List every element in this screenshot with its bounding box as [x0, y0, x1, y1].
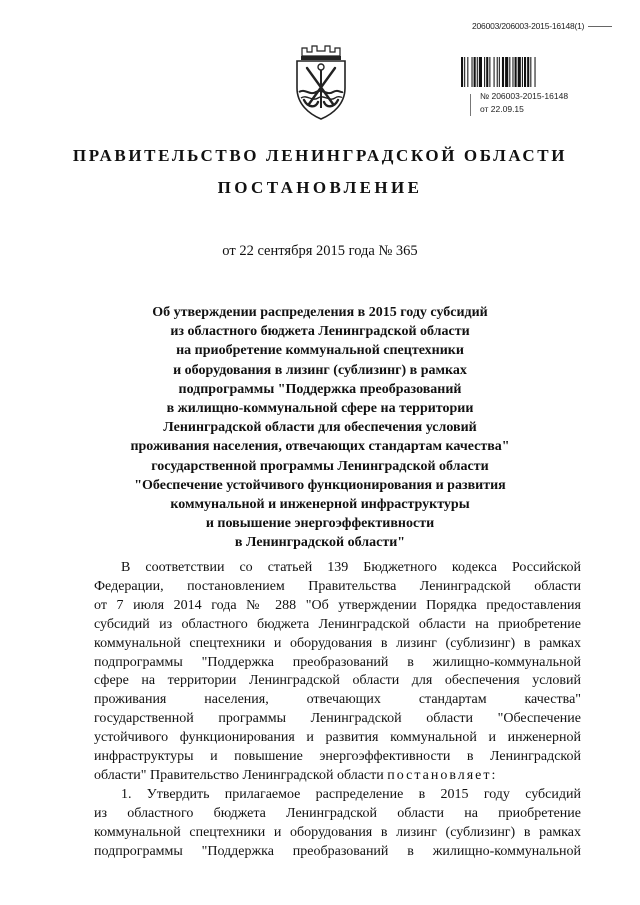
title-line: "Обеспечение устойчивого функционирования и развития: [134, 477, 506, 493]
barcode-bar: [484, 57, 485, 87]
barcode-bar: [518, 57, 521, 87]
body-line: государственной программы Ленинградской области "Обеспечение: [94, 711, 581, 727]
title-line: коммунальной и инженерной инфраструктуры: [170, 497, 470, 513]
barcode-bar: [535, 57, 536, 87]
body-line: от 7 июля 2014 года № 288 "Об утверждении Порядка предоставления: [94, 597, 581, 613]
title-line: Об утверждении распределения в 2015 году субсидий: [152, 305, 488, 320]
barcode-bar: [486, 57, 488, 87]
body-line: 1. Утвердить прилагаемое распределение в 2015 году субсидий: [121, 786, 581, 802]
body-line: подпрограммы "Поддержка преобразований в жилищно-коммунальной: [94, 654, 581, 670]
barcode-bar: [489, 57, 490, 87]
document-title: [100, 303, 540, 553]
barcode-bar: [461, 57, 463, 87]
body-line: субсидий из областного бюджета Ленинградской области на приобретение: [94, 616, 581, 632]
document-type: ПОСТАНОВЛЕНИЕ: [217, 178, 423, 197]
barcode-bar: [467, 57, 468, 87]
barcode-bar: [530, 57, 531, 87]
barcode-bar: [474, 57, 476, 87]
stamp-mark: [470, 94, 471, 116]
body-line: коммунальной спецтехники и оборудования в лизинг (сублизинг) в рамках: [94, 635, 581, 651]
barcode: [461, 57, 594, 87]
body-line: устойчивого функционирования и развития коммунальной и инженерной: [94, 730, 581, 746]
barcode-bar: [527, 57, 529, 87]
body-line: Федерации, постановлением Правительства Ленинградской области: [94, 578, 581, 594]
document-date-number: от 22 сентября 2015 года № 365: [222, 243, 418, 259]
barcode-bar: [522, 57, 523, 87]
underline: [588, 26, 612, 27]
barcode-graphic: [461, 57, 594, 87]
government-name: ПРАВИТЕЛЬСТВО ЛЕНИНГРАДСКОЙ ОБЛАСТИ: [72, 146, 568, 165]
barcode-bar: [524, 57, 526, 87]
body-line: коммунальной спецтехники и оборудования в лизинг (сублизинг) в рамках: [94, 824, 581, 840]
barcode-bar: [494, 57, 495, 87]
registration-code-line: [472, 21, 634, 31]
title-line: в жилищно-коммунальной сфере на территории: [166, 401, 474, 417]
title-line: в Ленинградской области": [234, 535, 406, 551]
title-line: из областного бюджета Ленинградской области: [170, 324, 470, 340]
body-line: В соответствии со статьей 139 Бюджетного кодекса Российской: [121, 560, 581, 575]
title-line: подпрограммы "Поддержка преобразований: [178, 381, 462, 397]
barcode-bar: [499, 57, 500, 87]
registration-date: от 22.09.15: [480, 104, 524, 114]
barcode-bar: [479, 57, 482, 87]
body-line: подпрограммы "Поддержка преобразований в жилищно-коммунальной: [94, 843, 581, 859]
title-line: и оборудования в лизинг (сублизинг) в рамках: [173, 362, 467, 378]
body-line: из областного бюджета Ленинградской области на приобретение: [94, 805, 581, 821]
barcode-bar: [512, 57, 513, 87]
barcode-bar: [497, 57, 498, 87]
title-line: государственной программы Ленинградской области: [151, 458, 489, 474]
barcode-bar: [464, 57, 465, 87]
barcode-bar: [509, 57, 510, 87]
title-line: проживания населения, отвечающих стандартам качества": [130, 439, 510, 455]
body-line-text: области" Правительство Ленинградской области: [94, 767, 384, 783]
title-line: на приобретение коммунальной спецтехники: [176, 343, 464, 359]
resolves-word: постановляет:: [387, 767, 498, 783]
barcode-bar: [477, 57, 478, 87]
document-body: [94, 559, 581, 862]
barcode-bar: [515, 57, 517, 87]
barcode-bar: [505, 57, 508, 87]
coat-of-arms-emblem: [288, 42, 354, 122]
title-line: Ленинградской области для обеспечения условий: [163, 420, 477, 436]
barcode-bar: [502, 57, 504, 87]
body-line: инфраструктуры и повышение энергоэффективности в Ленинградской: [94, 749, 581, 765]
registration-code: 206003/206003-2015-16148(1): [472, 21, 585, 31]
body-line: проживания населения, отвечающих стандартам качества": [94, 692, 581, 708]
body-line: сфере на территории Ленинградской области для обеспечения условий: [94, 673, 581, 689]
title-line: и повышение энергоэффективности: [205, 516, 435, 532]
registration-number: № 206003-2015-16148: [480, 91, 569, 101]
barcode-bar: [472, 57, 473, 87]
body-line: [94, 767, 581, 786]
